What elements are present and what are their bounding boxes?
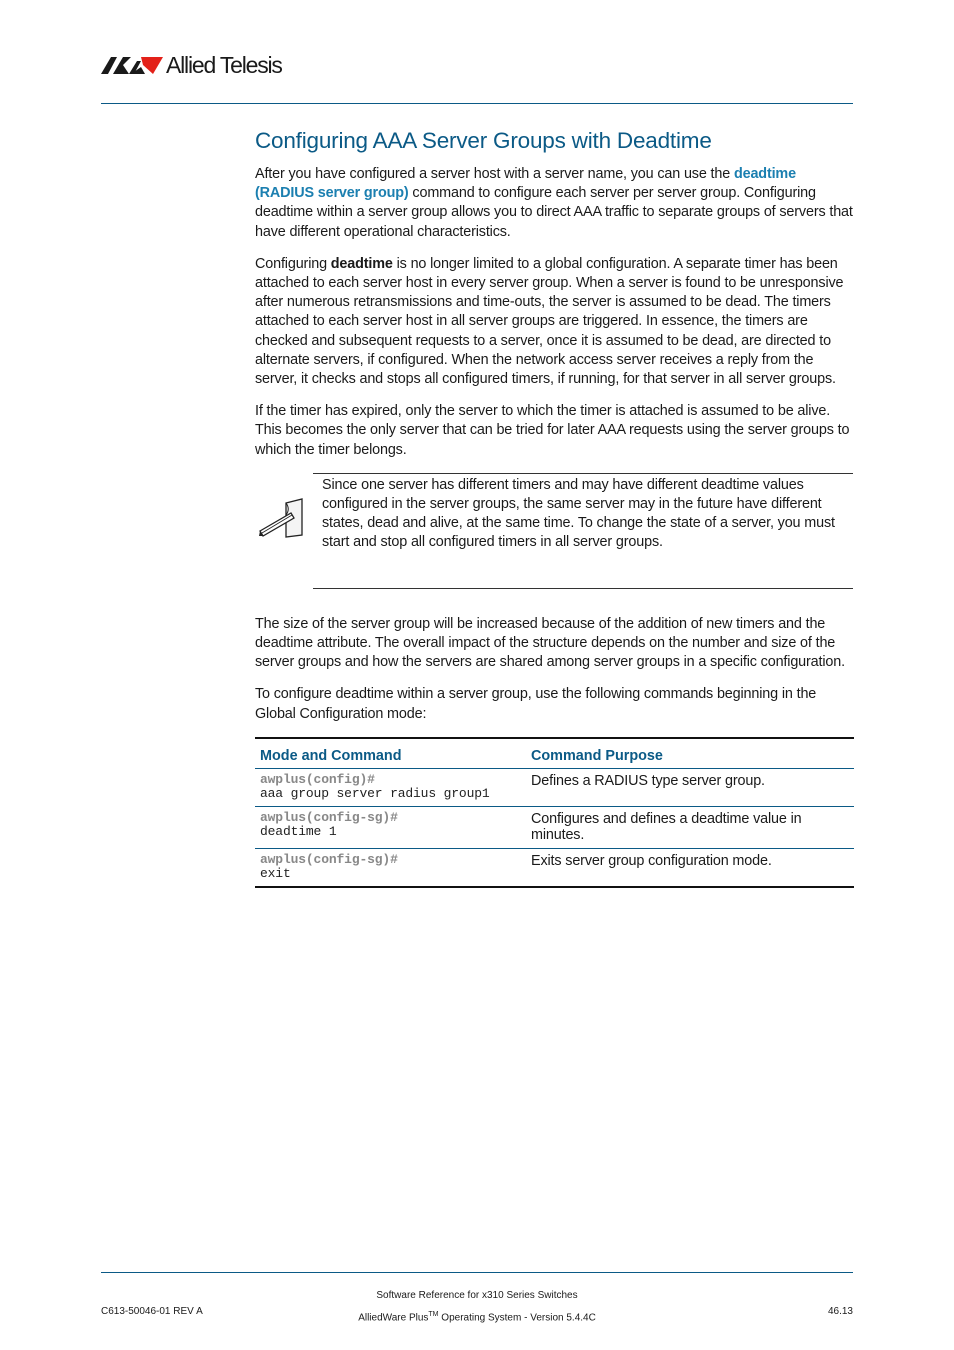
footer-divider (101, 1272, 853, 1273)
table-row (255, 768, 854, 806)
cli-prompt: awplus(config-sg)# (260, 851, 398, 867)
command-cell (255, 768, 526, 806)
purpose-cell: Configures and defines a deadtime value in minutes. (526, 806, 854, 848)
deadtime-keyword: deadtime (330, 255, 393, 272)
note-text: Since one server has different timers and may have different deadtime values configured in the server groups, the same server may in the future have different states, dead and alive, at the same time. To change the state of a server, you must start and stop all configured timers in all server groups. (322, 476, 835, 551)
paragraph-timer-expired: If the timer has expired, only the server to which the timer is attached is assumed to be alive. This becomes the only server that can be tried for later AAA requests using the server groups to which the timer belongs. (255, 403, 850, 458)
paragraph-intro: After you have configured a server host with a server name, you can use the deadtime (RADIUS server group) command to configure each server per server group. Configuring deadtime within a server group allows you to direct AAA traffic to separate groups of servers that have different operational characteristics. (255, 166, 853, 240)
command-table (255, 737, 854, 888)
footer-doc-id: C613-50046-01 REV A (101, 1306, 203, 1317)
deadtime-command-link[interactable]: deadtime (RADIUS server group) (255, 166, 796, 202)
table-row (255, 848, 854, 887)
cli-command: aaa group server radius group1 (260, 785, 490, 801)
table-header-row (255, 738, 854, 769)
section-title: Configuring AAA Server Groups with Deadtime (255, 128, 712, 153)
note-bottom-rule (313, 588, 853, 589)
header-command-purpose: Command Purpose (526, 738, 854, 769)
note-top-rule (313, 473, 853, 474)
cli-prompt: awplus(config-sg)# (260, 809, 398, 825)
purpose-cell: Exits server group configuration mode. (526, 848, 854, 887)
company-logo (101, 52, 282, 78)
purpose-cell: Defines a RADIUS type server group. (526, 768, 854, 806)
allied-telesis-logo-icon (101, 55, 163, 75)
header-divider (101, 103, 853, 104)
header-mode-and-command: Mode and Command (255, 738, 526, 769)
paragraph-server-group-size: The size of the server group will be increased because of the addition of new timers and the deadtime attribute. The overall impact of the structure depends on the number and size of the server groups and how the servers are shared among server groups in a specific configuration. (255, 615, 845, 671)
footer-title: Software Reference for x310 Series Switches (376, 1290, 578, 1301)
table-row (255, 806, 854, 848)
footer-subtitle: AlliedWare Plus™ Operating System - Version 5.4.4C (358, 1311, 596, 1324)
logo-text: Allied Telesis (166, 51, 282, 78)
cli-prompt: awplus(config)# (260, 771, 375, 787)
command-cell (255, 848, 526, 887)
note-box (255, 473, 853, 589)
paragraph-configure-intro: To configure deadtime within a server group, use the following commands beginning in the Global Configuration mode: (255, 686, 817, 722)
main-content (255, 126, 853, 888)
cli-command: deadtime 1 (260, 823, 337, 839)
cli-command: exit (260, 865, 291, 881)
command-cell (255, 806, 526, 848)
paragraph-deadtime: Configuring deadtime is no longer limited to a global configuration. A separate timer has been attached to each server host in every server group. When a server is found to be unresponsive after numerous retransmissions and time-outs, the server is assumed to be dead. The timers attached to each server host in all server groups are triggered. In essence, the timers are checked and subsequent requests to a server, once it is assumed to be dead, are directed to alternate servers, if configured. When the network access server receives a reply from the server, it checks and stops all configured timers, if running, for that server in all server groups. (255, 255, 844, 388)
footer-page-number: 46.13 (827, 1306, 853, 1317)
footer-center (101, 1286, 853, 1327)
note-pen-icon (258, 497, 304, 544)
